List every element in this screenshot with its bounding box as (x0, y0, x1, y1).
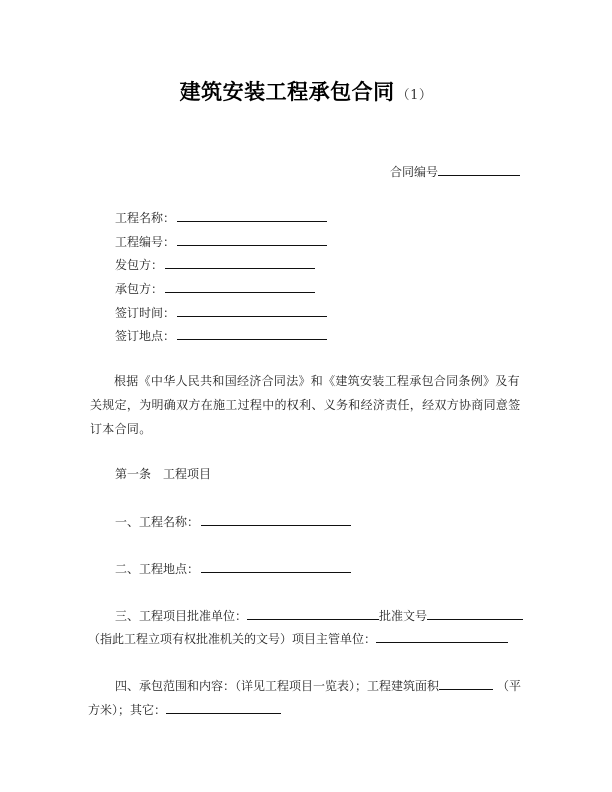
title-suffix: （1） (396, 88, 433, 103)
other-blank[interactable] (166, 701, 281, 714)
header-field-label: 签订时间： (115, 306, 176, 320)
document-title (0, 76, 612, 106)
item-label: 四、承包范围和内容：（详见工程项目一览表）；工程建筑面积 (115, 679, 440, 693)
signing-place-blank[interactable] (177, 327, 327, 340)
title-text: 建筑安装工程承包合同 (179, 80, 395, 104)
article-1-heading: 第一条 工程项目 (115, 467, 212, 481)
header-field-label: 签订地点： (115, 329, 176, 343)
header-field-contractor (115, 280, 315, 297)
contract-number-field (390, 163, 520, 180)
item-1-project-name (115, 513, 351, 530)
building-area-blank[interactable] (439, 677, 493, 690)
header-field-signing-time (115, 304, 327, 321)
approval-number-label: 批准文号 (379, 609, 428, 623)
item-4-scope (115, 677, 521, 694)
contract-number-label: 合同编号 (390, 165, 439, 179)
supervising-unit-blank[interactable] (376, 630, 508, 643)
item-label: 一、工程名称： (115, 515, 200, 529)
signing-time-blank[interactable] (177, 304, 327, 317)
item-label: 三、工程项目批准单位： (115, 609, 248, 623)
employer-blank[interactable] (165, 256, 315, 269)
header-field-label: 承包方： (115, 282, 164, 296)
item-3-line-2 (88, 630, 508, 647)
header-field-label: 发包方： (115, 258, 164, 272)
header-field-label: 工程名称： (115, 211, 176, 225)
item-3-approval-unit (115, 607, 523, 624)
project-number-blank[interactable] (177, 233, 327, 246)
item-2-blank[interactable] (201, 560, 351, 573)
item-label: 二、工程地点： (115, 562, 200, 576)
project-name-blank[interactable] (177, 209, 327, 222)
contract-number-blank[interactable] (438, 163, 520, 176)
approval-number-blank[interactable] (427, 607, 523, 620)
unit-text: （平 (497, 679, 522, 693)
item-4-line-2 (88, 701, 281, 718)
contractor-blank[interactable] (165, 280, 315, 293)
preamble-paragraph: 根据《中华人民共和国经济合同法》和《建筑安装工程承包合同条例》及有关规定，为明确双方在施工过程中的权利、义务和经济责任，经双方协商同意签订本合同。 (90, 374, 521, 436)
item-1-blank[interactable] (201, 513, 351, 526)
item-2-project-location (115, 560, 351, 577)
header-field-label: 工程编号： (115, 235, 176, 249)
header-field-project-number (115, 233, 327, 250)
item-label: （指此工程立项有权批准机关的文号）项目主管单位： (88, 632, 377, 646)
approval-unit-blank[interactable] (247, 607, 379, 620)
header-field-project-name (115, 209, 327, 226)
header-field-employer (115, 256, 315, 273)
item-label: 方米）；其它： (88, 703, 167, 717)
header-field-signing-place (115, 327, 327, 344)
